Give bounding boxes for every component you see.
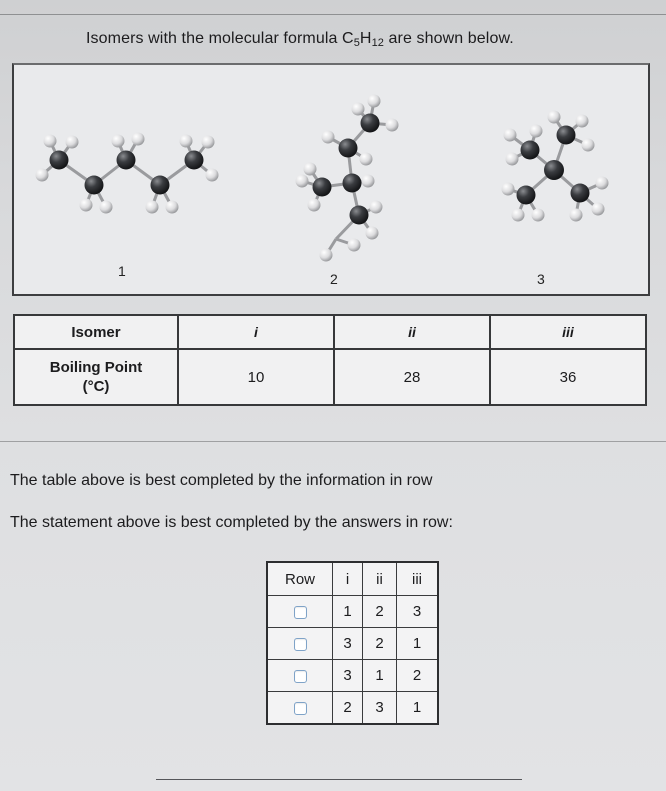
isomer-header-i: i — [178, 315, 334, 349]
statement-1: The table above is best completed by the information in row — [10, 472, 433, 489]
answer-choice-cell — [267, 628, 333, 660]
molecule-panel — [12, 63, 650, 296]
answer-cell: 2 — [333, 692, 363, 725]
answer-cell: 2 — [397, 660, 439, 692]
answer-cell: 1 — [397, 692, 439, 725]
bottom-rule — [156, 779, 522, 780]
header-row: Row — [267, 562, 333, 596]
header-ii: ii — [363, 562, 397, 596]
boiling-point-table — [13, 314, 647, 406]
answer-cell: 2 — [363, 596, 397, 628]
isomer-row — [14, 315, 646, 349]
answer-row-2[interactable] — [267, 628, 438, 660]
isomer-header-ii: ii — [334, 315, 490, 349]
answer-cell: 3 — [363, 692, 397, 725]
molecule-2-carbons — [313, 114, 380, 225]
molecule-1-hydrogens — [36, 133, 219, 214]
answer-row-3[interactable] — [267, 660, 438, 692]
molecule-1-carbons — [50, 151, 204, 195]
answer-row-1[interactable] — [267, 596, 438, 628]
header-iii: iii — [397, 562, 439, 596]
molecule-label-2: 2 — [330, 271, 338, 287]
section-divider — [0, 441, 666, 442]
boiling-point-iii: 36 — [490, 349, 646, 405]
boiling-point-i: 10 — [178, 349, 334, 405]
boiling-point-row — [14, 349, 646, 405]
molecule-label-3: 3 — [537, 271, 545, 287]
answer-cell: 1 — [333, 596, 363, 628]
statement-2: The statement above is best completed by the answers in row: — [10, 514, 453, 531]
answer-choice-cell — [267, 596, 333, 628]
answer-cell: 3 — [397, 596, 439, 628]
answer-checkbox-3[interactable] — [294, 670, 307, 683]
answer-cell: 2 — [363, 628, 397, 660]
top-rule — [0, 14, 666, 15]
answer-checkbox-1[interactable] — [294, 606, 307, 619]
answer-choice-cell — [267, 660, 333, 692]
isomer-header-iii: iii — [490, 315, 646, 349]
answer-cell: 3 — [333, 660, 363, 692]
question-title: Isomers with the molecular formula $C_5H_{12}$ are shown below. — [86, 30, 514, 49]
answer-cell: 3 — [333, 628, 363, 660]
answer-row-4[interactable] — [267, 692, 438, 725]
answer-table-header — [267, 562, 438, 596]
molecule-3-carbons — [517, 126, 590, 205]
boiling-point-label: Boiling Point (°C) — [14, 349, 178, 405]
molecule-label-1: 1 — [118, 263, 126, 279]
answer-cell: 1 — [363, 660, 397, 692]
header-i: i — [333, 562, 363, 596]
answer-table — [266, 561, 439, 725]
answer-checkbox-4[interactable] — [294, 702, 307, 715]
molecule-illustrations — [14, 65, 648, 294]
isomer-label: Isomer — [14, 315, 178, 349]
molecule-1-pentane — [42, 139, 212, 207]
boiling-point-ii: 28 — [334, 349, 490, 405]
answer-cell: 1 — [397, 628, 439, 660]
answer-checkbox-2[interactable] — [294, 638, 307, 651]
answer-choice-cell — [267, 692, 333, 725]
